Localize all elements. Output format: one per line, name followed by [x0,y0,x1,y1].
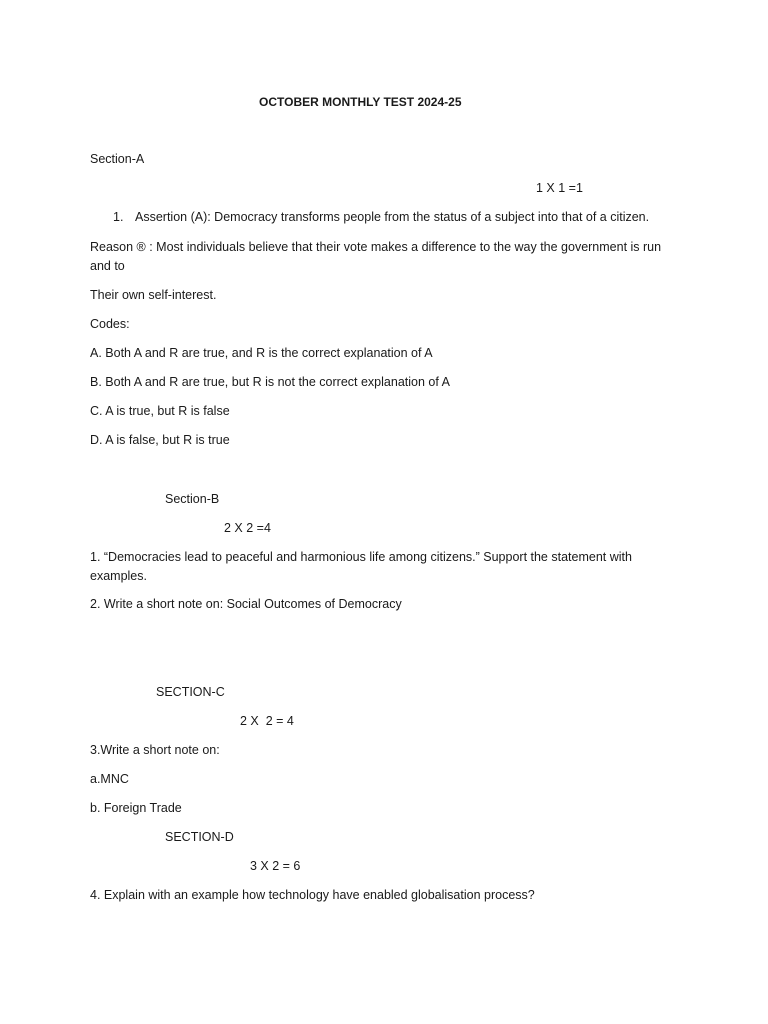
option-c: C. A is true, but R is false [90,404,230,418]
section-d-heading: SECTION-D [165,830,234,844]
option-b: B. Both A and R are true, but R is not the correct explanation of A [90,375,450,389]
question-1-assertion-text: Assertion (A): Democracy transforms people from the status of a subject into that of a citizen. [135,210,650,224]
question-1-assertion [113,208,649,227]
section-d-question-4: 4. Explain with an example how technology have enabled globalisation process? [90,888,535,902]
section-b-question-2: 2. Write a short note on: Social Outcomes of Democracy [90,597,402,611]
codes-label: Codes: [90,317,130,331]
option-a: A. Both A and R are true, and R is the correct explanation of A [90,346,433,360]
section-c-question-3: 3.Write a short note on: [90,743,220,757]
question-1-reason-continued: Their own self-interest. [90,288,217,302]
test-title: OCTOBER MONTHLY TEST 2024-25 [259,95,462,109]
section-b-question-1: 1. “Democracies lead to peaceful and harmonious life among citizens.” Support the statement with examples. [90,550,632,583]
question-1-number: 1. [113,210,124,224]
section-c-marks: 2 X 2 = 4 [240,714,294,728]
section-b-heading: Section-B [165,492,220,506]
section-b-marks: 2 X 2 =4 [224,521,271,535]
section-a-marks: 1 X 1 =1 [536,181,583,195]
section-c-heading: SECTION-C [156,685,225,699]
section-a-heading: Section-A [90,152,145,166]
section-d-marks: 3 X 2 = 6 [250,859,301,873]
section-c-question-3b: b. Foreign Trade [90,801,182,815]
section-c-question-3a: a.MNC [90,772,129,786]
question-1-reason: Reason ® : Most individuals believe that their vote makes a difference to the way the government is run and to [90,240,662,273]
option-d: D. A is false, but R is true [90,433,230,447]
